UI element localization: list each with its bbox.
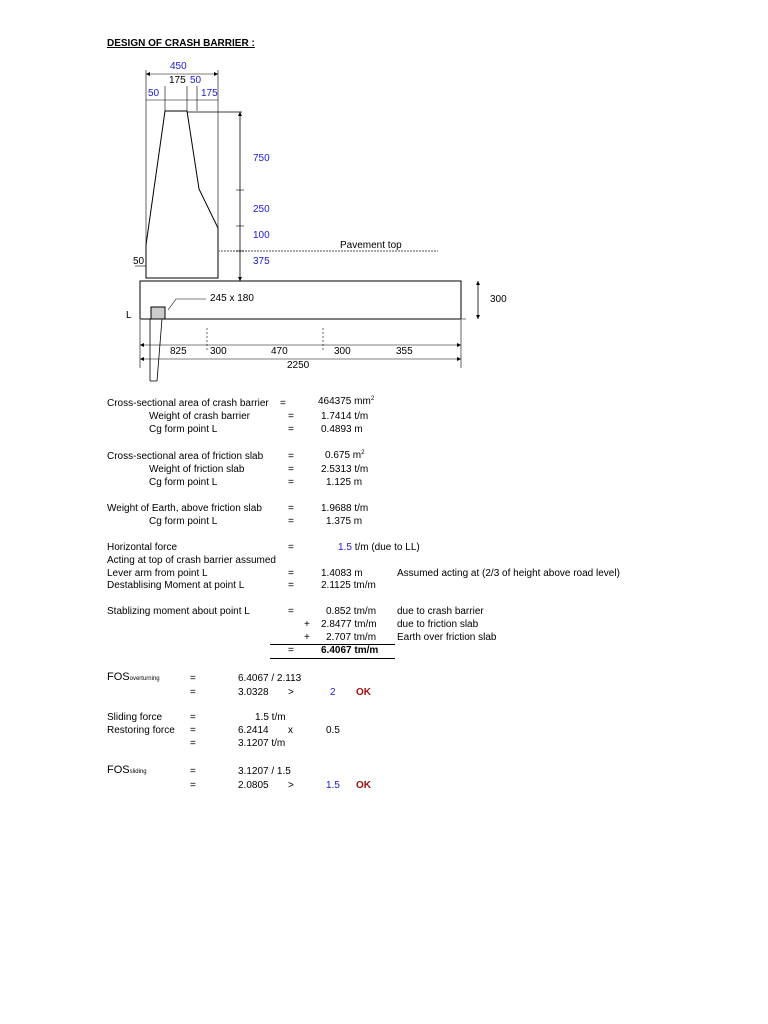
- earth-weight-value: 1.9688 t/m: [321, 503, 369, 514]
- eq: =: [190, 712, 196, 723]
- hforce-value: 1.5 t/m (due to LL): [338, 542, 420, 553]
- eq: =: [280, 398, 286, 409]
- slot-leader: [168, 299, 206, 310]
- eq: =: [288, 464, 294, 475]
- barrier-area-value: 464375 $mm^2$: [318, 396, 375, 407]
- eq: =: [190, 673, 196, 684]
- fos-overturning-status: OK: [356, 687, 371, 698]
- dm-value: 2.1125 tm/m: [321, 580, 376, 591]
- dm-label: Destablising Moment at point L: [107, 580, 245, 591]
- dim-b3: 470: [271, 346, 288, 357]
- sliding-force-label: Sliding force: [107, 712, 163, 723]
- fos-sliding-label: FOSsliding: [107, 764, 147, 776]
- dim-top-inner-a: 175: [169, 75, 186, 86]
- earth-cg-label: Cg form point L: [149, 516, 218, 527]
- crash-barrier-drawing: [0, 0, 768, 400]
- barrier-outline: [146, 111, 218, 278]
- eq: =: [288, 424, 294, 435]
- restoring-force-label: Restoring force: [107, 725, 175, 736]
- pavement-label: Pavement top: [340, 240, 402, 251]
- fos-overturning-value: 3.0328: [238, 687, 269, 698]
- lever-value: 1.4083 m: [321, 568, 363, 579]
- slab-area-label: Cross-sectional area of friction slab: [107, 451, 264, 462]
- earth-weight-label: Weight of Earth, above friction slab: [107, 503, 262, 514]
- restoring-b: 0.5: [326, 725, 340, 736]
- dim-h2: 250: [253, 204, 270, 215]
- friction-slab: [140, 281, 461, 319]
- eq: =: [288, 568, 294, 579]
- slab-weight-value: 2.5313 t/m: [321, 464, 369, 475]
- dim-h4: 375: [253, 256, 270, 267]
- stab-total: 6.4067 tm/m: [321, 645, 379, 656]
- barrier-cg-label: Cg form point L: [149, 424, 218, 435]
- stab-op-1: +: [304, 619, 310, 630]
- fos-sliding-expr: 3.1207 / 1.5: [238, 766, 291, 777]
- dim-left-step: 50: [148, 88, 160, 99]
- restoring-x: x: [288, 725, 293, 736]
- fos-sliding-limit: 1.5: [326, 780, 340, 791]
- stab-value-2: 2.707 tm/m: [326, 632, 377, 643]
- dim-slab-depth: 300: [490, 294, 507, 305]
- page-title: DESIGN OF CRASH BARRIER :: [107, 38, 255, 49]
- fos-overturning-expr: 6.4067 / 2.113: [238, 673, 302, 684]
- dim-base-step: 50: [133, 256, 145, 267]
- eq: =: [288, 411, 294, 422]
- slab-cg-label: Cg form point L: [149, 477, 218, 488]
- dim-b1: 825: [170, 346, 187, 357]
- stab-note-1: due to friction slab: [397, 619, 479, 630]
- fos-sliding-value: 2.0805: [238, 780, 269, 791]
- dim-b2: 300: [210, 346, 227, 357]
- eq: =: [288, 580, 294, 591]
- eq: =: [288, 516, 294, 527]
- stab-value-1: 2.8477 tm/m: [321, 619, 377, 630]
- eq: =: [288, 477, 294, 488]
- dim-total: 2250: [287, 360, 310, 371]
- fos-sliding-status: OK: [356, 780, 371, 791]
- acting-label: Acting at top of crash barrier assumed: [107, 555, 276, 566]
- dim-top-inner-b: 50: [190, 75, 202, 86]
- restoring-a: 6.2414: [238, 725, 269, 736]
- eq: =: [190, 766, 196, 777]
- earth-cg-value: 1.375 m: [326, 516, 363, 527]
- dim-h3: 100: [253, 230, 270, 241]
- stab-label: Stablizing moment about point L: [107, 606, 250, 617]
- barrier-area-label: Cross-sectional area of crash barrier: [107, 398, 269, 409]
- sliding-force-value: 1.5 t/m: [255, 712, 286, 723]
- slab-cg-value: 1.125 m: [326, 477, 363, 488]
- fos-overturning-label: FOSoverturning: [107, 671, 160, 683]
- lever-label: Lever arm from point L: [107, 568, 208, 579]
- hforce-label: Horizontal force: [107, 542, 178, 553]
- lever-note: Assumed acting at (2/3 of height above road level): [397, 568, 620, 579]
- dim-b5: 355: [396, 346, 413, 357]
- barrier-weight-label: Weight of crash barrier: [149, 411, 250, 422]
- eq: =: [288, 542, 294, 553]
- stab-note-2: Earth over friction slab: [397, 632, 497, 643]
- slot: [151, 307, 165, 319]
- stab-value-0: 0.852 tm/m: [326, 606, 377, 617]
- barrier-cg-value: 0.4893 m: [321, 424, 363, 435]
- fos-overturning-cmp: >: [288, 687, 294, 698]
- eq: =: [288, 503, 294, 514]
- dim-h1: 750: [253, 153, 270, 164]
- stab-note-0: due to crash barrier: [397, 606, 484, 617]
- slab-weight-label: Weight of friction slab: [149, 464, 245, 475]
- point-l-label: L: [126, 310, 132, 321]
- eq: =: [190, 725, 196, 736]
- dim-top-width: 450: [170, 61, 187, 72]
- stab-op-2: +: [304, 632, 310, 643]
- dim-right-step: 175: [201, 88, 218, 99]
- slot-label: 245 x 180: [210, 293, 254, 304]
- stab-total-op: =: [288, 645, 294, 656]
- fos-overturning-limit: 2: [330, 687, 336, 698]
- restoring-value: 3.1207 t/m: [238, 738, 286, 749]
- barrier-weight-value: 1.7414 t/m: [321, 411, 369, 422]
- eq: =: [190, 738, 196, 749]
- eq: =: [288, 451, 294, 462]
- eq: =: [190, 687, 196, 698]
- fos-sliding-cmp: >: [288, 780, 294, 791]
- eq: =: [190, 780, 196, 791]
- stab-op-0: =: [288, 606, 294, 617]
- slab-area-value: 0.675 $m^2$: [325, 450, 365, 461]
- dim-b4: 300: [334, 346, 351, 357]
- sum-rule-bottom: [270, 658, 395, 659]
